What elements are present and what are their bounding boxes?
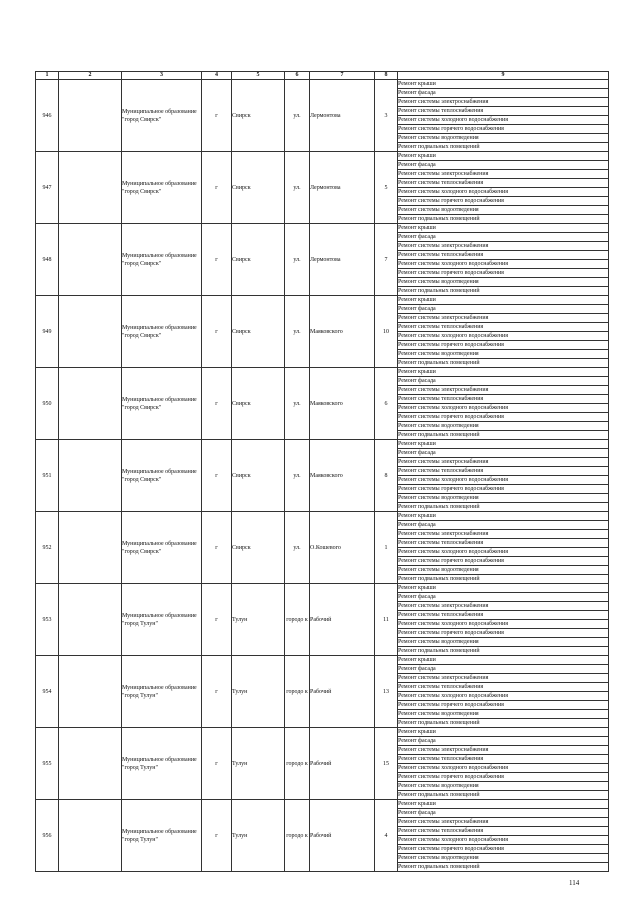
work-type: Ремонт системы горячего водоснабжения xyxy=(398,701,609,710)
work-type: Ремонт системы теплоснабжения xyxy=(398,467,609,476)
row-number: 951 xyxy=(36,440,59,512)
city: Свирск xyxy=(232,440,285,512)
city: Свирск xyxy=(232,152,285,224)
table-row xyxy=(36,512,609,521)
work-type: Ремонт крыши xyxy=(398,728,609,737)
municipality: Муниципальное образование "город Свирск" xyxy=(122,512,202,584)
work-type: Ремонт системы горячего водоснабжения xyxy=(398,845,609,854)
work-type: Ремонт фасада xyxy=(398,737,609,746)
work-type: Ремонт крыши xyxy=(398,296,609,305)
empty-cell xyxy=(59,800,122,872)
empty-cell xyxy=(59,368,122,440)
work-type: Ремонт крыши xyxy=(398,80,609,89)
work-type: Ремонт системы теплоснабжения xyxy=(398,251,609,260)
work-type: Ремонт системы холодного водоснабжения xyxy=(398,548,609,557)
work-type: Ремонт системы водоотведения xyxy=(398,206,609,215)
work-type: Ремонт крыши xyxy=(398,368,609,377)
column-header: 7 xyxy=(310,72,375,80)
work-type: Ремонт системы теплоснабжения xyxy=(398,611,609,620)
work-type: Ремонт системы теплоснабжения xyxy=(398,827,609,836)
work-type: Ремонт системы холодного водоснабжения xyxy=(398,260,609,269)
work-type: Ремонт подвальных помещений xyxy=(398,575,609,584)
work-type: Ремонт системы водоотведения xyxy=(398,782,609,791)
work-type: Ремонт системы водоотведения xyxy=(398,710,609,719)
municipality: Муниципальное образование "город Тулун" xyxy=(122,584,202,656)
work-type: Ремонт подвальных помещений xyxy=(398,719,609,728)
table-row xyxy=(36,368,609,377)
row-number: 955 xyxy=(36,728,59,800)
register-table xyxy=(35,71,609,872)
empty-cell xyxy=(59,512,122,584)
street-type: ул. xyxy=(285,152,310,224)
street-type: городо к xyxy=(285,584,310,656)
street: О.Кошевого xyxy=(310,512,375,584)
work-type: Ремонт системы теплоснабжения xyxy=(398,179,609,188)
empty-cell xyxy=(59,656,122,728)
work-type: Ремонт системы теплоснабжения xyxy=(398,395,609,404)
work-type: Ремонт системы горячего водоснабжения xyxy=(398,341,609,350)
work-type: Ремонт системы электроснабжения xyxy=(398,98,609,107)
work-type: Ремонт фасада xyxy=(398,809,609,818)
row-number: 954 xyxy=(36,656,59,728)
work-type: Ремонт системы электроснабжения xyxy=(398,746,609,755)
column-header: 2 xyxy=(59,72,122,80)
house-number: 13 xyxy=(375,656,398,728)
work-type: Ремонт системы холодного водоснабжения xyxy=(398,836,609,845)
work-type: Ремонт крыши xyxy=(398,152,609,161)
header-row xyxy=(36,72,609,80)
work-type: Ремонт системы водоотведения xyxy=(398,566,609,575)
city: Тулун xyxy=(232,728,285,800)
work-type: Ремонт крыши xyxy=(398,584,609,593)
work-type: Ремонт системы горячего водоснабжения xyxy=(398,629,609,638)
settlement-type: г xyxy=(202,440,232,512)
street: Лермонтова xyxy=(310,224,375,296)
work-type: Ремонт фасада xyxy=(398,233,609,242)
house-number: 5 xyxy=(375,152,398,224)
work-type: Ремонт системы горячего водоснабжения xyxy=(398,773,609,782)
settlement-type: г xyxy=(202,368,232,440)
street: Рабочий xyxy=(310,656,375,728)
municipality: Муниципальное образование "город Тулун" xyxy=(122,800,202,872)
table-row xyxy=(36,656,609,665)
work-type: Ремонт системы теплоснабжения xyxy=(398,323,609,332)
work-type: Ремонт системы холодного водоснабжения xyxy=(398,404,609,413)
work-type: Ремонт крыши xyxy=(398,224,609,233)
municipality: Муниципальное образование "город Свирск" xyxy=(122,152,202,224)
work-type: Ремонт подвальных помещений xyxy=(398,143,609,152)
work-type: Ремонт крыши xyxy=(398,800,609,809)
settlement-type: г xyxy=(202,656,232,728)
street: Лермонтова xyxy=(310,152,375,224)
house-number: 4 xyxy=(375,800,398,872)
empty-cell xyxy=(59,296,122,368)
work-type: Ремонт системы электроснабжения xyxy=(398,242,609,251)
table-row xyxy=(36,728,609,737)
table-row xyxy=(36,800,609,809)
settlement-type: г xyxy=(202,152,232,224)
work-type: Ремонт фасада xyxy=(398,89,609,98)
row-number: 950 xyxy=(36,368,59,440)
work-type: Ремонт системы водоотведения xyxy=(398,422,609,431)
house-number: 11 xyxy=(375,584,398,656)
table-row xyxy=(36,224,609,233)
work-type: Ремонт фасада xyxy=(398,665,609,674)
street-type: городо к xyxy=(285,800,310,872)
work-type: Ремонт системы холодного водоснабжения xyxy=(398,764,609,773)
settlement-type: г xyxy=(202,728,232,800)
house-number: 10 xyxy=(375,296,398,368)
work-type: Ремонт фасада xyxy=(398,377,609,386)
work-type: Ремонт системы холодного водоснабжения xyxy=(398,692,609,701)
work-type: Ремонт фасада xyxy=(398,449,609,458)
street: Маяковского xyxy=(310,368,375,440)
column-header: 8 xyxy=(375,72,398,80)
work-type: Ремонт подвальных помещений xyxy=(398,287,609,296)
work-type: Ремонт системы электроснабжения xyxy=(398,530,609,539)
work-type: Ремонт подвальных помещений xyxy=(398,791,609,800)
street: Рабочий xyxy=(310,800,375,872)
work-type: Ремонт системы электроснабжения xyxy=(398,674,609,683)
column-header: 1 xyxy=(36,72,59,80)
work-type: Ремонт фасада xyxy=(398,161,609,170)
work-type: Ремонт системы горячего водоснабжения xyxy=(398,413,609,422)
row-number: 956 xyxy=(36,800,59,872)
city: Свирск xyxy=(232,224,285,296)
table-row xyxy=(36,152,609,161)
house-number: 1 xyxy=(375,512,398,584)
city: Свирск xyxy=(232,296,285,368)
street-type: ул. xyxy=(285,296,310,368)
work-type: Ремонт системы теплоснабжения xyxy=(398,107,609,116)
work-type: Ремонт системы горячего водоснабжения xyxy=(398,557,609,566)
house-number: 3 xyxy=(375,80,398,152)
table-row xyxy=(36,296,609,305)
street-type: ул. xyxy=(285,224,310,296)
work-type: Ремонт системы теплоснабжения xyxy=(398,539,609,548)
empty-cell xyxy=(59,440,122,512)
street: Лермонтова xyxy=(310,80,375,152)
city: Тулун xyxy=(232,656,285,728)
work-type: Ремонт системы горячего водоснабжения xyxy=(398,269,609,278)
empty-cell xyxy=(59,584,122,656)
street: Маяковского xyxy=(310,296,375,368)
house-number: 6 xyxy=(375,368,398,440)
house-number: 7 xyxy=(375,224,398,296)
row-number: 949 xyxy=(36,296,59,368)
settlement-type: г xyxy=(202,584,232,656)
table-row xyxy=(36,440,609,449)
empty-cell xyxy=(59,152,122,224)
column-header: 3 xyxy=(122,72,202,80)
work-type: Ремонт крыши xyxy=(398,440,609,449)
street: Рабочий xyxy=(310,728,375,800)
work-type: Ремонт системы водоотведения xyxy=(398,134,609,143)
row-number: 947 xyxy=(36,152,59,224)
work-type: Ремонт системы электроснабжения xyxy=(398,818,609,827)
work-type: Ремонт системы холодного водоснабжения xyxy=(398,476,609,485)
work-type: Ремонт системы горячего водоснабжения xyxy=(398,485,609,494)
column-header: 6 xyxy=(285,72,310,80)
row-number: 953 xyxy=(36,584,59,656)
city: Свирск xyxy=(232,368,285,440)
work-type: Ремонт системы водоотведения xyxy=(398,278,609,287)
work-type: Ремонт системы холодного водоснабжения xyxy=(398,620,609,629)
settlement-type: г xyxy=(202,800,232,872)
city: Свирск xyxy=(232,512,285,584)
work-type: Ремонт системы холодного водоснабжения xyxy=(398,116,609,125)
work-type: Ремонт подвальных помещений xyxy=(398,503,609,512)
work-type: Ремонт фасада xyxy=(398,521,609,530)
street-type: ул. xyxy=(285,440,310,512)
work-type: Ремонт системы водоотведения xyxy=(398,350,609,359)
municipality: Муниципальное образование "город Свирск" xyxy=(122,224,202,296)
street: Маяковского xyxy=(310,440,375,512)
work-type: Ремонт подвальных помещений xyxy=(398,359,609,368)
work-type: Ремонт системы теплоснабжения xyxy=(398,683,609,692)
table-row xyxy=(36,80,609,89)
work-type: Ремонт системы холодного водоснабжения xyxy=(398,188,609,197)
column-header: 9 xyxy=(398,72,609,80)
work-type: Ремонт системы электроснабжения xyxy=(398,602,609,611)
street-type: ул. xyxy=(285,512,310,584)
work-type: Ремонт подвальных помещений xyxy=(398,215,609,224)
page-number: 114 xyxy=(569,879,580,887)
work-type: Ремонт системы электроснабжения xyxy=(398,458,609,467)
municipality: Муниципальное образование "город Тулун" xyxy=(122,728,202,800)
work-type: Ремонт подвальных помещений xyxy=(398,431,609,440)
work-type: Ремонт подвальных помещений xyxy=(398,863,609,872)
city: Свирск xyxy=(232,80,285,152)
work-type: Ремонт системы горячего водоснабжения xyxy=(398,125,609,134)
table-row xyxy=(36,584,609,593)
municipality: Муниципальное образование "город Свирск" xyxy=(122,296,202,368)
work-type: Ремонт системы электроснабжения xyxy=(398,314,609,323)
column-header: 4 xyxy=(202,72,232,80)
city: Тулун xyxy=(232,584,285,656)
settlement-type: г xyxy=(202,80,232,152)
work-type: Ремонт системы водоотведения xyxy=(398,854,609,863)
work-type: Ремонт фасада xyxy=(398,305,609,314)
municipality: Муниципальное образование "город Свирск" xyxy=(122,368,202,440)
municipality: Муниципальное образование "город Свирск" xyxy=(122,80,202,152)
settlement-type: г xyxy=(202,296,232,368)
street-type: городо к xyxy=(285,728,310,800)
empty-cell xyxy=(59,728,122,800)
house-number: 15 xyxy=(375,728,398,800)
work-type: Ремонт системы электроснабжения xyxy=(398,386,609,395)
row-number: 952 xyxy=(36,512,59,584)
row-number: 948 xyxy=(36,224,59,296)
settlement-type: г xyxy=(202,224,232,296)
municipality: Муниципальное образование "город Тулун" xyxy=(122,656,202,728)
street-type: ул. xyxy=(285,368,310,440)
work-type: Ремонт крыши xyxy=(398,512,609,521)
empty-cell xyxy=(59,224,122,296)
municipality: Муниципальное образование "город Свирск" xyxy=(122,440,202,512)
street-type: ул. xyxy=(285,80,310,152)
empty-cell xyxy=(59,80,122,152)
city: Тулун xyxy=(232,800,285,872)
street-type: городо к xyxy=(285,656,310,728)
work-type: Ремонт системы водоотведения xyxy=(398,494,609,503)
work-type: Ремонт подвальных помещений xyxy=(398,647,609,656)
work-type: Ремонт системы горячего водоснабжения xyxy=(398,197,609,206)
house-number: 8 xyxy=(375,440,398,512)
work-type: Ремонт системы теплоснабжения xyxy=(398,755,609,764)
work-type: Ремонт системы холодного водоснабжения xyxy=(398,332,609,341)
work-type: Ремонт фасада xyxy=(398,593,609,602)
street: Рабочий xyxy=(310,584,375,656)
column-header: 5 xyxy=(232,72,285,80)
work-type: Ремонт системы электроснабжения xyxy=(398,170,609,179)
settlement-type: г xyxy=(202,512,232,584)
row-number: 946 xyxy=(36,80,59,152)
work-type: Ремонт крыши xyxy=(398,656,609,665)
work-type: Ремонт системы водоотведения xyxy=(398,638,609,647)
